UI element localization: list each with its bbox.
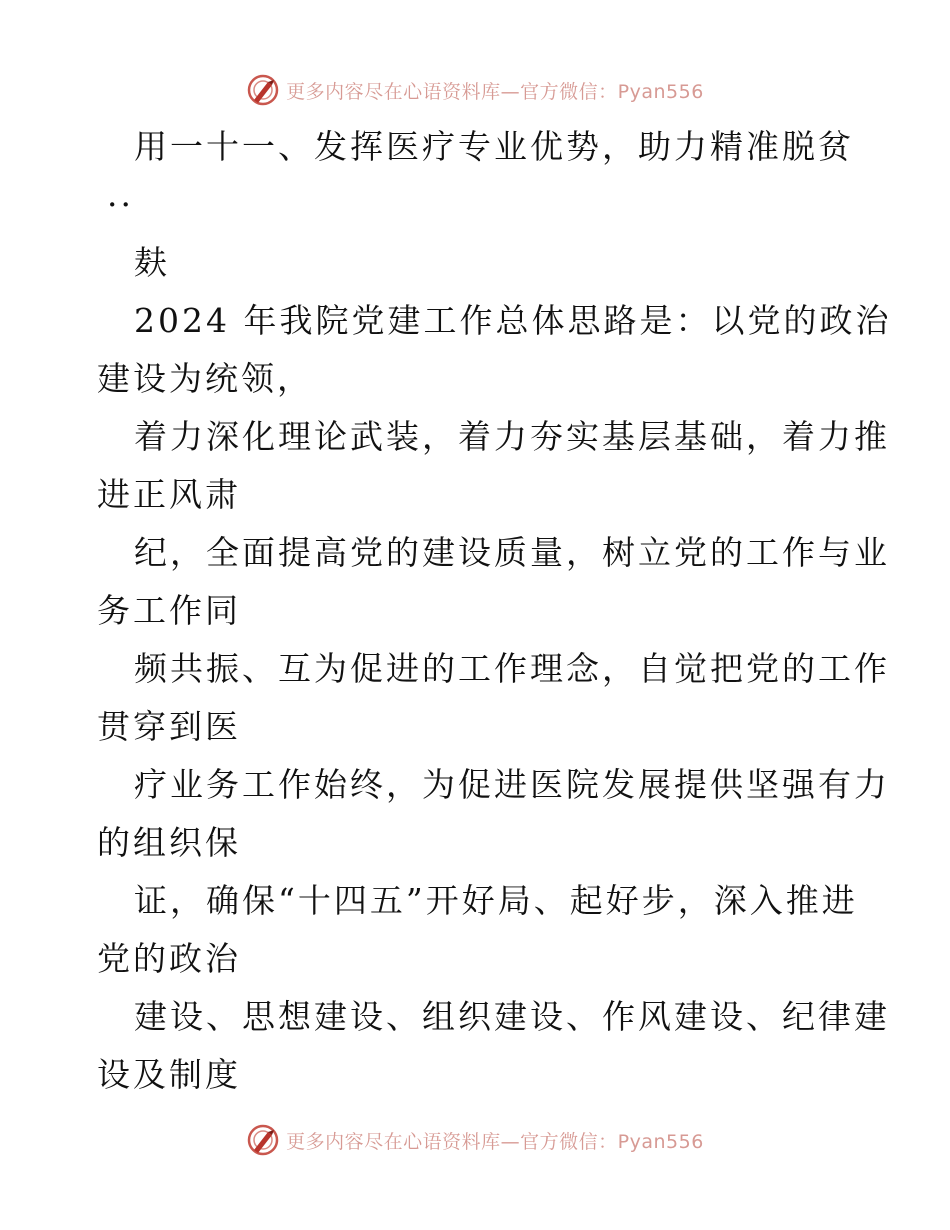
watermark-text: 更多内容尽在心语资料库—官方微信：Pyan556 xyxy=(286,1130,704,1153)
text-line: 纪，全面提高党的建设质量，树立党的工作与业 xyxy=(134,533,890,572)
text-line: 设及制度 xyxy=(97,1055,241,1094)
text-line: 疗业务工作始终，为促进医院发展提供坚强有力 xyxy=(134,765,890,804)
text-line: 建设、思想建设、组织建设、作风建设、纪律建 xyxy=(134,997,890,1036)
text-line: 频共振、互为促进的工作理念，自觉把党的工作 xyxy=(134,649,890,688)
text-line: 的组织保 xyxy=(97,823,241,862)
text-line: 2024 年我院党建工作总体思路是：以党的政治 xyxy=(134,301,892,340)
text-line: 进正风肃 xyxy=(97,475,241,514)
text-line: 麸 xyxy=(134,243,170,282)
header-watermark xyxy=(0,70,950,110)
text-line: 贯穿到医 xyxy=(97,707,241,746)
text-line: 着力深化理论武装，着力夯实基层基础，着力推 xyxy=(134,417,890,456)
text-line: 党的政治 xyxy=(97,939,241,978)
text-line: 建设为统领， xyxy=(97,359,313,398)
document-body xyxy=(97,118,892,1104)
text-line: 务工作同 xyxy=(97,591,241,630)
text-line: 证，确保“十四五”开好局、起好步，深入推进 xyxy=(134,881,858,920)
text-line: ·· xyxy=(107,185,134,224)
pen-logo-icon xyxy=(246,73,280,107)
watermark-text: 更多内容尽在心语资料库—官方微信：Pyan556 xyxy=(286,80,704,103)
pen-logo-icon xyxy=(246,1123,280,1157)
text-line: 用一十一、发挥医疗专业优势，助力精准脱贫 xyxy=(134,127,854,166)
footer-watermark xyxy=(0,1120,950,1160)
